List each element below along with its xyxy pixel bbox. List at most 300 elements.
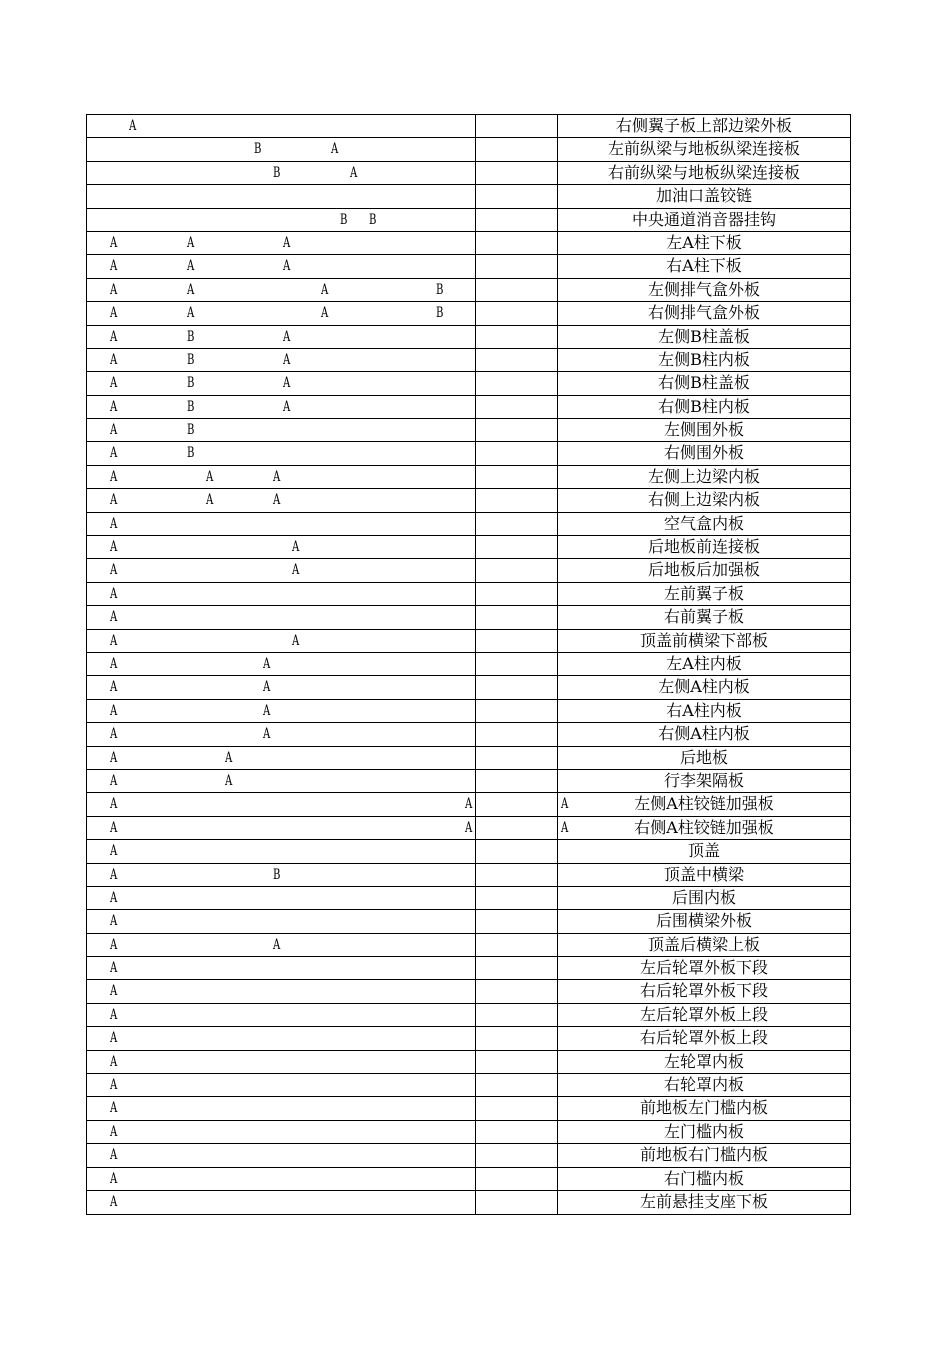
table-row <box>87 466 850 489</box>
grade-mark: A <box>110 983 118 1000</box>
grade-cell[interactable] <box>87 770 476 792</box>
grade-cell[interactable] <box>87 887 476 909</box>
table-row <box>87 723 850 746</box>
part-name: 空气盒内板 <box>663 513 744 533</box>
grade-mark: A <box>110 1077 118 1094</box>
empty-cell[interactable] <box>476 1051 558 1073</box>
table-row <box>87 1004 850 1027</box>
empty-cell[interactable] <box>476 700 558 722</box>
grade-cell[interactable] <box>87 1191 476 1214</box>
part-name: 行李架隔板 <box>663 770 744 790</box>
grade-mark: A <box>283 375 291 392</box>
table-row <box>87 700 850 723</box>
grade-mark: A <box>110 492 118 509</box>
grade-mark: A <box>129 118 137 134</box>
empty-cell[interactable] <box>476 1097 558 1119</box>
grade-mark: B <box>187 422 195 439</box>
table-row <box>87 372 850 395</box>
grade-mark: B <box>254 141 262 158</box>
grade-mark: A <box>110 655 118 672</box>
part-name-cell[interactable] <box>558 1191 850 1214</box>
grade-mark: B <box>187 328 195 345</box>
part-name-cell[interactable] <box>558 817 850 839</box>
part-name-cell[interactable] <box>558 419 850 441</box>
part-name: 左轮罩内板 <box>663 1051 744 1071</box>
part-name-cell[interactable] <box>558 232 850 254</box>
empty-cell[interactable] <box>476 536 558 558</box>
grade-mark: A <box>187 281 195 298</box>
part-name-cell[interactable] <box>558 1027 850 1049</box>
empty-cell[interactable] <box>476 630 558 652</box>
part-name: 右侧B柱盖板 <box>658 373 750 393</box>
part-name-cell[interactable] <box>558 840 850 862</box>
grade-cell[interactable] <box>87 957 476 979</box>
grade-cell[interactable] <box>87 1051 476 1073</box>
parts-table <box>86 114 851 1215</box>
part-name-cell[interactable] <box>558 700 850 722</box>
grade-mark: A <box>110 305 118 322</box>
part-name: 顶盖中横梁 <box>663 864 744 884</box>
table-row <box>87 209 850 232</box>
grade-mark: A <box>206 492 214 509</box>
empty-cell[interactable] <box>476 1027 558 1049</box>
part-name-cell[interactable] <box>558 1097 850 1119</box>
table-row <box>87 957 850 980</box>
part-name: 左后轮罩外板上段 <box>639 1004 768 1024</box>
grade-cell[interactable] <box>87 1144 476 1166</box>
grade-mark: A <box>225 772 233 789</box>
table-row <box>87 583 850 606</box>
part-name-cell[interactable] <box>558 957 850 979</box>
grade-cell[interactable] <box>87 255 476 277</box>
part-name-cell[interactable] <box>558 162 850 184</box>
grade-cell[interactable] <box>87 466 476 488</box>
grade-mark: B <box>340 211 348 228</box>
empty-cell[interactable] <box>476 372 558 394</box>
part-name-cell[interactable] <box>558 747 850 769</box>
part-name-cell[interactable] <box>558 1144 850 1166</box>
part-name-cell[interactable] <box>558 326 850 348</box>
empty-cell[interactable] <box>476 326 558 348</box>
part-name: 前地板左门槛内板 <box>639 1098 768 1118</box>
empty-cell[interactable] <box>476 583 558 605</box>
grade-mark: A <box>110 258 118 275</box>
grade-mark: A <box>110 726 118 743</box>
part-name: 左侧B柱内板 <box>658 349 750 369</box>
grade-mark: A <box>110 234 118 251</box>
part-name: 左侧A柱内板 <box>658 677 750 697</box>
part-name-cell[interactable] <box>558 770 850 792</box>
grade-cell[interactable] <box>87 349 476 371</box>
grade-mark: A <box>321 305 329 322</box>
empty-cell[interactable] <box>476 1121 558 1143</box>
empty-cell[interactable] <box>476 1004 558 1026</box>
part-name: 后围横梁外板 <box>655 911 752 931</box>
empty-cell[interactable] <box>476 396 558 418</box>
part-name-cell[interactable] <box>558 910 850 932</box>
empty-cell[interactable] <box>476 723 558 745</box>
table-row <box>87 770 850 793</box>
part-name: 顶盖后横梁上板 <box>647 934 760 954</box>
empty-cell[interactable] <box>476 185 558 207</box>
grade-cell[interactable] <box>87 536 476 558</box>
table-row <box>87 793 850 816</box>
grade-mark: B <box>187 351 195 368</box>
grade-cell[interactable] <box>87 419 476 441</box>
table-row <box>87 302 850 325</box>
part-name: 右侧翼子板上部边梁外板 <box>615 116 792 135</box>
empty-cell[interactable] <box>476 1144 558 1166</box>
part-name-cell[interactable] <box>558 887 850 909</box>
part-name: 右侧B柱内板 <box>658 396 750 416</box>
empty-cell[interactable] <box>476 1074 558 1096</box>
grade-mark: A <box>110 749 118 766</box>
empty-cell[interactable] <box>476 840 558 862</box>
table-row <box>87 115 850 138</box>
grade-cell[interactable] <box>87 115 476 137</box>
grade-mark: A <box>283 258 291 275</box>
table-row <box>87 1168 850 1191</box>
part-name: 顶盖 <box>687 841 720 861</box>
part-name-cell[interactable] <box>558 1051 850 1073</box>
empty-cell[interactable] <box>476 887 558 909</box>
grade-mark: A <box>465 819 473 836</box>
table-row <box>87 442 850 465</box>
grade-mark: B <box>187 445 195 462</box>
empty-cell[interactable] <box>476 209 558 231</box>
empty-cell[interactable] <box>476 910 558 932</box>
grade-cell[interactable] <box>87 630 476 652</box>
table-row <box>87 513 850 536</box>
empty-cell[interactable] <box>476 279 558 301</box>
empty-cell[interactable] <box>476 1191 558 1214</box>
grade-mark: B <box>187 375 195 392</box>
grade-mark: A <box>292 562 300 579</box>
empty-cell[interactable] <box>476 957 558 979</box>
part-name-cell[interactable] <box>558 115 850 137</box>
grade-mark: A <box>110 1030 118 1047</box>
grade-mark: A <box>283 328 291 345</box>
part-name-cell[interactable] <box>558 723 850 745</box>
part-name-cell[interactable] <box>558 442 850 464</box>
part-name-cell[interactable] <box>558 372 850 394</box>
part-name: 后地板后加强板 <box>647 560 760 580</box>
part-name: 右A柱下板 <box>666 256 742 276</box>
table-row <box>87 1074 850 1097</box>
grade-mark: A <box>283 234 291 251</box>
grade-cell[interactable] <box>87 606 476 628</box>
grade-cell[interactable] <box>87 372 476 394</box>
empty-cell[interactable] <box>476 559 558 581</box>
part-name-cell[interactable] <box>558 630 850 652</box>
grade-mark: A <box>110 281 118 298</box>
part-name-cell[interactable] <box>558 653 850 675</box>
grade-mark: A <box>273 492 281 509</box>
grade-mark: A <box>110 375 118 392</box>
table-row <box>87 1191 850 1214</box>
empty-cell[interactable] <box>476 232 558 254</box>
table-row <box>87 817 850 840</box>
table-row <box>87 606 850 629</box>
grade-cell[interactable] <box>87 513 476 535</box>
grade-mark: A <box>263 726 271 743</box>
part-name: 后地板 <box>679 747 728 767</box>
grade-mark: A <box>292 539 300 556</box>
empty-cell[interactable] <box>476 349 558 371</box>
empty-cell[interactable] <box>476 255 558 277</box>
grade-cell[interactable] <box>87 1027 476 1049</box>
empty-cell[interactable] <box>476 138 558 160</box>
grade-cell[interactable] <box>87 162 476 184</box>
part-name: 左侧排气盒外板 <box>647 279 760 299</box>
table-row <box>87 653 850 676</box>
grade-cell[interactable] <box>87 209 476 231</box>
part-name-cell[interactable] <box>558 209 850 231</box>
grade-mark: A <box>110 539 118 556</box>
empty-cell[interactable] <box>476 980 558 1002</box>
table-row <box>87 864 850 887</box>
grade-cell[interactable] <box>87 676 476 698</box>
grade-cell[interactable] <box>87 1074 476 1096</box>
grade-cell[interactable] <box>87 1168 476 1190</box>
grade-cell[interactable] <box>87 326 476 348</box>
empty-cell[interactable] <box>476 770 558 792</box>
part-name: 左侧B柱盖板 <box>658 326 750 346</box>
table-row <box>87 1144 850 1167</box>
grade-mark: B <box>273 164 281 181</box>
part-name: 右侧A柱内板 <box>658 724 750 744</box>
part-name-cell[interactable] <box>558 255 850 277</box>
table-row <box>87 162 850 185</box>
grade-mark: A <box>110 562 118 579</box>
grade-mark: A <box>110 960 118 977</box>
grade-mark: A <box>110 936 118 953</box>
empty-cell[interactable] <box>476 489 558 511</box>
table-row <box>87 349 850 372</box>
part-name-cell[interactable] <box>558 396 850 418</box>
grade-mark: A <box>273 468 281 485</box>
table-row <box>87 910 850 933</box>
grade-mark: A <box>283 398 291 415</box>
part-name: 中央通道消音器挂钩 <box>631 209 776 229</box>
grade-cell[interactable] <box>87 840 476 862</box>
grade-cell[interactable] <box>87 302 476 324</box>
table-row <box>87 1051 850 1074</box>
table-row <box>87 232 850 255</box>
table-row <box>87 1097 850 1120</box>
grade-mark: A <box>110 585 118 602</box>
part-name-cell[interactable] <box>558 793 850 815</box>
grade-cell[interactable] <box>87 864 476 886</box>
grade-mark: A <box>110 913 118 930</box>
grade-cell[interactable] <box>87 232 476 254</box>
part-name-cell[interactable] <box>558 466 850 488</box>
part-name-cell[interactable] <box>558 489 850 511</box>
grade-mark: A <box>110 328 118 345</box>
table-row <box>87 980 850 1003</box>
part-name: 左前悬挂支座下板 <box>639 1191 768 1211</box>
grade-mark: B <box>436 305 444 322</box>
grade-mark: A <box>110 1053 118 1070</box>
part-name: 左侧A柱铰链加强板 <box>634 794 774 814</box>
grade-mark: A <box>110 796 118 813</box>
part-name: 左门槛内板 <box>663 1121 744 1141</box>
part-name: 右A柱内板 <box>666 700 742 720</box>
part-name: 左前纵梁与地板纵梁连接板 <box>607 139 800 159</box>
grade-mark: A <box>110 866 118 883</box>
part-name: 左前翼子板 <box>663 583 744 603</box>
table-row <box>87 419 850 442</box>
table-row <box>87 630 850 653</box>
grade-mark: A <box>321 281 329 298</box>
part-name-cell[interactable] <box>558 185 850 207</box>
grade-cell[interactable] <box>87 934 476 956</box>
table-row <box>87 279 850 302</box>
part-name: 右门槛内板 <box>663 1168 744 1188</box>
grade-mark: A <box>561 819 569 836</box>
empty-cell[interactable] <box>476 442 558 464</box>
part-name: 右后轮罩外板下段 <box>639 981 768 1001</box>
part-name-cell[interactable] <box>558 934 850 956</box>
grade-mark: A <box>225 749 233 766</box>
part-name-cell[interactable] <box>558 980 850 1002</box>
table-row <box>87 396 850 419</box>
part-name: 顶盖前横梁下部板 <box>639 630 768 650</box>
table-row <box>87 1121 850 1144</box>
part-name-cell[interactable] <box>558 1074 850 1096</box>
empty-cell[interactable] <box>476 653 558 675</box>
part-name: 右侧上边梁内板 <box>647 490 760 510</box>
part-name: 右前纵梁与地板纵梁连接板 <box>607 162 800 182</box>
grade-cell[interactable] <box>87 747 476 769</box>
grade-mark: A <box>110 398 118 415</box>
part-name-cell[interactable] <box>558 138 850 160</box>
part-name-cell[interactable] <box>558 279 850 301</box>
part-name-cell[interactable] <box>558 606 850 628</box>
empty-cell[interactable] <box>476 864 558 886</box>
table-row <box>87 185 850 208</box>
grade-mark: A <box>110 445 118 462</box>
grade-cell[interactable] <box>87 442 476 464</box>
part-name-cell[interactable] <box>558 559 850 581</box>
grade-cell[interactable] <box>87 700 476 722</box>
part-name: 右侧A柱铰链加强板 <box>634 817 774 837</box>
grade-mark: A <box>110 1006 118 1023</box>
grade-mark: A <box>292 632 300 649</box>
grade-mark: B <box>436 281 444 298</box>
grade-mark: A <box>110 772 118 789</box>
part-name-cell[interactable] <box>558 676 850 698</box>
part-name-cell[interactable] <box>558 302 850 324</box>
empty-cell[interactable] <box>476 817 558 839</box>
grade-cell[interactable] <box>87 1121 476 1143</box>
empty-cell[interactable] <box>476 162 558 184</box>
empty-cell[interactable] <box>476 466 558 488</box>
grade-mark: A <box>110 889 118 906</box>
grade-mark: A <box>110 422 118 439</box>
part-name: 右侧排气盒外板 <box>647 303 760 323</box>
table-row <box>87 934 850 957</box>
part-name: 右后轮罩外板上段 <box>639 1028 768 1048</box>
part-name-cell[interactable] <box>558 864 850 886</box>
part-name: 右侧围外板 <box>663 443 744 463</box>
empty-cell[interactable] <box>476 513 558 535</box>
grade-mark: A <box>187 258 195 275</box>
part-name: 左A柱内板 <box>666 653 742 673</box>
grade-cell[interactable] <box>87 980 476 1002</box>
grade-mark: A <box>110 1193 118 1210</box>
grade-mark: A <box>110 468 118 485</box>
part-name-cell[interactable] <box>558 536 850 558</box>
grade-cell[interactable] <box>87 583 476 605</box>
part-name-cell[interactable] <box>558 349 850 371</box>
part-name-cell[interactable] <box>558 513 850 535</box>
empty-cell[interactable] <box>476 676 558 698</box>
grade-mark: A <box>110 1170 118 1187</box>
table-row <box>87 676 850 699</box>
grade-mark: A <box>110 702 118 719</box>
grade-cell[interactable] <box>87 279 476 301</box>
grade-mark: A <box>465 796 473 813</box>
empty-cell[interactable] <box>476 302 558 324</box>
grade-cell[interactable] <box>87 185 476 207</box>
grade-mark: A <box>331 141 339 158</box>
grade-cell[interactable] <box>87 793 476 815</box>
table-row <box>87 489 850 512</box>
grade-cell[interactable] <box>87 1004 476 1026</box>
part-name: 左侧围外板 <box>663 420 744 440</box>
grade-mark: A <box>110 1100 118 1117</box>
grade-mark: A <box>110 1123 118 1140</box>
grade-mark: A <box>283 351 291 368</box>
grade-cell[interactable] <box>87 396 476 418</box>
empty-cell[interactable] <box>476 115 558 137</box>
grade-mark: A <box>263 655 271 672</box>
empty-cell[interactable] <box>476 1168 558 1190</box>
grade-mark: A <box>263 679 271 696</box>
empty-cell[interactable] <box>476 606 558 628</box>
grade-cell[interactable] <box>87 910 476 932</box>
empty-cell[interactable] <box>476 419 558 441</box>
part-name-cell[interactable] <box>558 1004 850 1026</box>
grade-mark: B <box>369 211 377 228</box>
grade-mark: A <box>110 1147 118 1164</box>
part-name-cell[interactable] <box>558 1168 850 1190</box>
table-row <box>87 1027 850 1050</box>
empty-cell[interactable] <box>476 934 558 956</box>
part-name: 左A柱下板 <box>666 232 742 252</box>
part-name: 左后轮罩外板下段 <box>639 958 768 978</box>
grade-cell[interactable] <box>87 723 476 745</box>
empty-cell[interactable] <box>476 747 558 769</box>
empty-cell[interactable] <box>476 793 558 815</box>
grade-cell[interactable] <box>87 817 476 839</box>
grade-cell[interactable] <box>87 653 476 675</box>
part-name: 右前翼子板 <box>663 607 744 627</box>
grade-cell[interactable] <box>87 138 476 160</box>
part-name-cell[interactable] <box>558 1121 850 1143</box>
grade-mark: A <box>110 351 118 368</box>
grade-mark: A <box>187 234 195 251</box>
grade-cell[interactable] <box>87 1097 476 1119</box>
grade-mark: A <box>273 936 281 953</box>
grade-cell[interactable] <box>87 489 476 511</box>
table-row <box>87 138 850 161</box>
part-name-cell[interactable] <box>558 583 850 605</box>
table-row <box>87 747 850 770</box>
grade-cell[interactable] <box>87 559 476 581</box>
part-name: 左侧上边梁内板 <box>647 466 760 486</box>
